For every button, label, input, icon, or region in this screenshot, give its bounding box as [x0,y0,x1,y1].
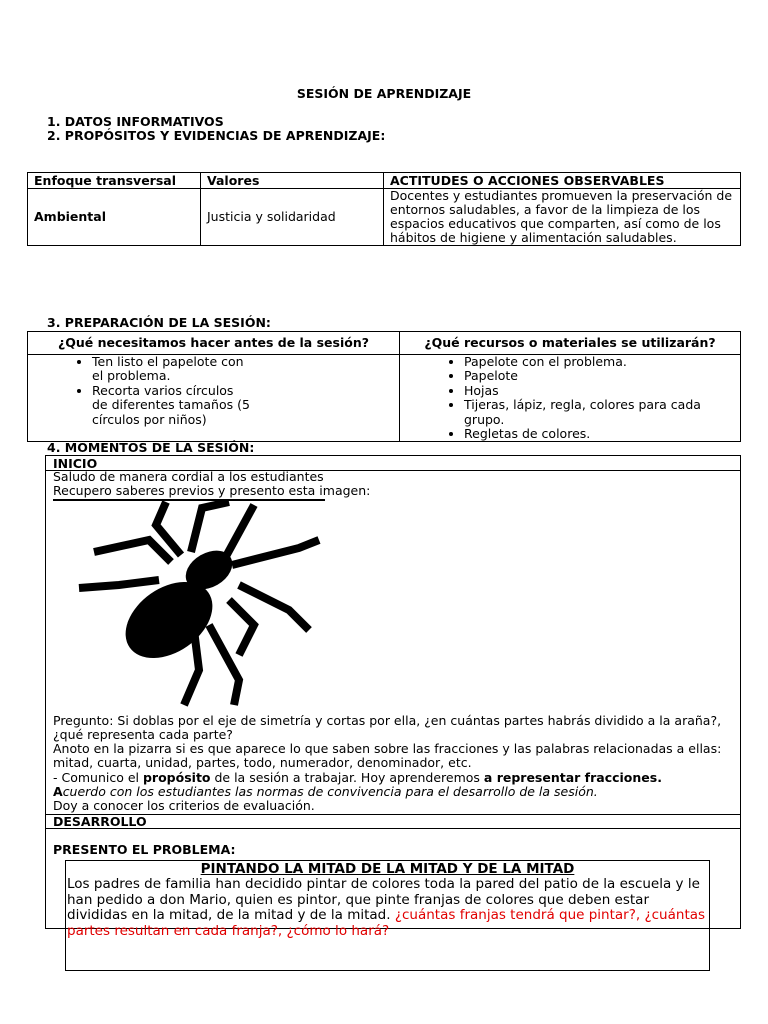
problem-title: PINTANDO LA MITAD DE LA MITAD Y DE LA MITAD [200,861,575,877]
list-item: • Regletas de colores. [464,427,734,441]
cell-resources [400,355,741,442]
section-propositos: 2. PROPÓSITOS Y EVIDENCIAS DE APRENDIZAJE: [47,128,386,143]
acuerdo-text: Acuerdo con los estudiantes las normas de convivencia para el desarrollo de la sesión. [53,784,598,799]
anoto-text: Anoto en la pizarra si es que aparece lo que saben sobre las fracciones y las palabras relacionadas a ellas: mitad, cuarta, unidad, partes, todo, numerador, denominador, etc. [53,741,722,771]
preparation-table [27,331,741,442]
comunico-text: - Comunico el propósito de la sesión a trabajar. Hoy aprenderemos a representar fracciones. [53,770,662,785]
page-title: SESIÓN DE APRENDIZAJE [296,86,472,101]
cell-enfoque: Ambiental [28,189,201,246]
list-item: • Recorta varios círculos de diferentes tamaños (5 círculos por niños) [92,384,252,427]
recupero-text: Recupero saberes previos y presento esta imagen: [53,483,371,498]
list-item: • Hojas [464,384,734,398]
cell-actitudes: Docentes y estudiantes promueven la preservación de entornos saludables, a favor de la limpieza de los espacios educativos que comparten, así como de los hábitos de higiene y alimentación saludables. [384,189,741,246]
inicio-label: INICIO [53,456,98,471]
cell-before [28,355,400,442]
list-item: • Tijeras, lápiz, regla, colores para cada grupo. [464,398,734,427]
section-datos-informativos: 1. DATOS INFORMATIVOS [47,114,224,129]
criterios-text: Doy a conocer los criterios de evaluación. [53,798,315,813]
header-resources: ¿Qué recursos o materiales se utilizarán? [400,332,741,355]
pregunto-text: Pregunto: Si doblas por el eje de simetría y cortas por ella, ¿en cuántas partes habrás dividido a la araña?, ¿qué representa cada parte? [53,713,722,743]
list-item: • Papelote con el problema. [464,355,734,369]
header-enfoque: Enfoque transversal [28,173,201,189]
section-momentos: 4. MOMENTOS DE LA SESIÓN: [47,440,255,455]
problem-questions: ¿cuántas franjas tendrá que pintar?, ¿cuántas partes resultan en cada franja?, ¿cómo lo hará? [67,907,706,939]
section-preparacion: 3. PREPARACIÓN DE LA SESIÓN: [47,315,271,330]
cell-valores: Justicia y solidaridad [201,189,384,246]
presento-label: PRESENTO EL PROBLEMA: [53,842,236,857]
header-actitudes: ACTITUDES O ACCIONES OBSERVABLES [384,173,741,189]
saludo-text: Saludo de manera cordial a los estudiantes [53,469,324,484]
problem-box [65,860,710,971]
purposes-table [27,172,741,246]
header-before: ¿Qué necesitamos hacer antes de la sesión? [28,332,400,355]
list-item: • Papelote [464,369,734,383]
header-valores: Valores [201,173,384,189]
spider-icon [64,500,324,710]
desarrollo-label: DESARROLLO [53,814,147,829]
problem-text: Los padres de familia han decidido pintar de colores toda la pared del patio de la escuela y le han pedido a don Mario, quien es pintor, que pinte franjas de colores que deben estar divididas en la mitad, de la mitad y de la mitad. ¿cuántas franjas tendrá que pintar?, ¿cuántas partes resultan en cada franja?, ¿cómo lo hará? [67,876,706,939]
moments-box [45,455,741,929]
list-item: • Ten listo el papelote con el problema. [92,355,252,384]
